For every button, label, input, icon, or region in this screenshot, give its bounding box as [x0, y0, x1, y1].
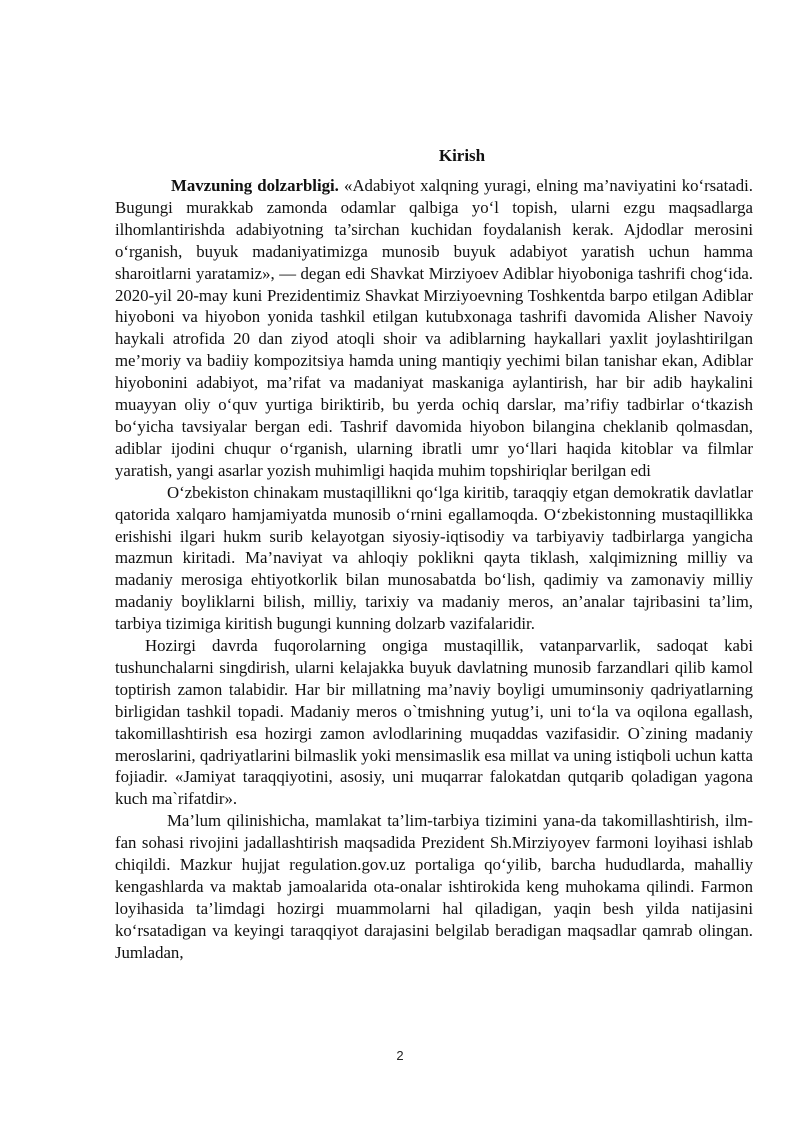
- paragraph-lead: Mavzuning dolzarbligi.: [171, 176, 339, 195]
- paragraph-decree: Ma’lum qilinishicha, mamlakat ta’lim-tarbiya tizimini yana-da takomillashtirish, ilm-fan sohasi rivojini jadallashtirish maqsadida Prezident Sh.Mirziyoyev farmoni loyihasi ishlab chiqildi. Mazkur hujjat regulation.gov.uz portaliga qo‘yilib, barcha hududlarda, mahalliy kengashlarda va maktab jamoalarida ota-onalar ishtirokida keng muhokama qilindi. Farmon loyihasida ta’limdagi hozirgi muammolarni hal qiladigan, yaqin besh yilda natijasini ko‘rsatadigan va keyingi taraqqiyot darajasini belgilab beradigan maqsadlar qamrab olingan. Jumladan,: [115, 811, 753, 962]
- paragraph-independence: O‘zbekiston chinakam mustaqillikni qo‘lga kiritib, taraqqiy etgan demokratik davlatlar qatorida xalqaro hamjamiyatda munosib o‘rnini egallamoqda. O‘zbekistonning mustaqillikka erishishi ilgari hukm surib kelayotgan siyosiy-iqtisodiy va tarbiyaviy tadbirlarga yangicha mazmun kiritadi. Ma’naviyat va ahloqiy poklikni qayta tiklash, xalqimizning milliy va madaniy merosiga ehtiyotkorlik bilan munosabatda bo‘lish, qadimiy va zamonaviy milliy madaniy boyliklarni bilish, milliy, tarixiy va madaniy meros, an’analar tajribasini ta’lim, tarbiya tizimiga kiritish bugungi kunning dolzarb vazifalaridir.: [115, 482, 753, 634]
- paragraph-text: «Adabiyot xalqning yuragi, elning ma’naviyatini ko‘rsatadi. Bugungi murakkab zamonda odamlar qalbiga yo‘l topish, ularni ezgu maqsadlarga ilhomlantirishda adabiyotning ta’sirchan kuchidan foydalanish kerak. Ajdodlar merosini o‘rganish, buyuk madaniyatimizga munosib buyuk adabiyot yaratish uchun hamma sharoitlarni yaratamiz», — degan edi Shavkat Mirziyoev Adiblar hiyoboniga tashrifi chog‘ida. 2020-yil 20-may kuni Prezidentimiz Shavkat Mirziyoevning Toshkentda barpo etilgan Adiblar hiyoboni va hiyobon yonida tashkil etilgan kutubxonaga tashrifi davomida Alisher Navoiy haykali atrofida 20 dan ziyod atoqli shoir va adiblarning haykallari yaxlit joylashtirilgan me’moriy va badiiy kompozitsiya hamda uning mantiqiy yechimi bilan tanishar ekan, Adiblar hiyobonini adabiyot, ma’rifat va madaniyat maskaniga aylantirish, har bir adib haykalini muayyan oliy o‘quv yurtiga biriktirib, bu yerda ochiq darslar, ma’rifiy tadbirlar o‘tkazish bo‘yicha tavsiyalar bergan edi. Tashrif davomida hiyobon bilangina cheklanib qolmasdan, adiblar ijodini chuqur o‘rganish, ularning ibratli umr yo‘llari haqida kitoblar va filmlar yaratish, yangi asarlar yozish muhimligi haqida muhim topshiriqlar berilgan edi: [115, 176, 753, 480]
- paragraph-modern-era: Hozirgi davrda fuqorolarning ongiga mustaqillik, vatanparvarlik, sadoqat kabi tushunchalarni singdirish, ularni kelajakka buyuk davlatning munosib farzandlari qilib kamol toptirish zamon talabidir. Har bir millatning ma’naviy boyligi umuminsoniy qadriyatlarning birligidan tashkil topadi. Madaniy meros o`tmishning yutug’i, uni to‘la va oqilona egallash, takomillashtirish esa hozirgi zamon avlodlarining muqaddas vazifasidir. O`zining madaniy meroslarini, qadriyatlarini bilmaslik yoki mensimaslik esa millat va uning istiqboli uchun katta fojiadir. «Jamiyat taraqqiyotini, asosiy, uni muqarrar falokatdan qutqarib qoladigan yagona kuch ma`rifatdir».: [115, 636, 753, 809]
- section-heading: Kirish: [438, 146, 486, 165]
- page-number: 2: [396, 1048, 404, 1063]
- paragraph-relevance: [115, 175, 753, 482]
- document-page: [115, 143, 753, 964]
